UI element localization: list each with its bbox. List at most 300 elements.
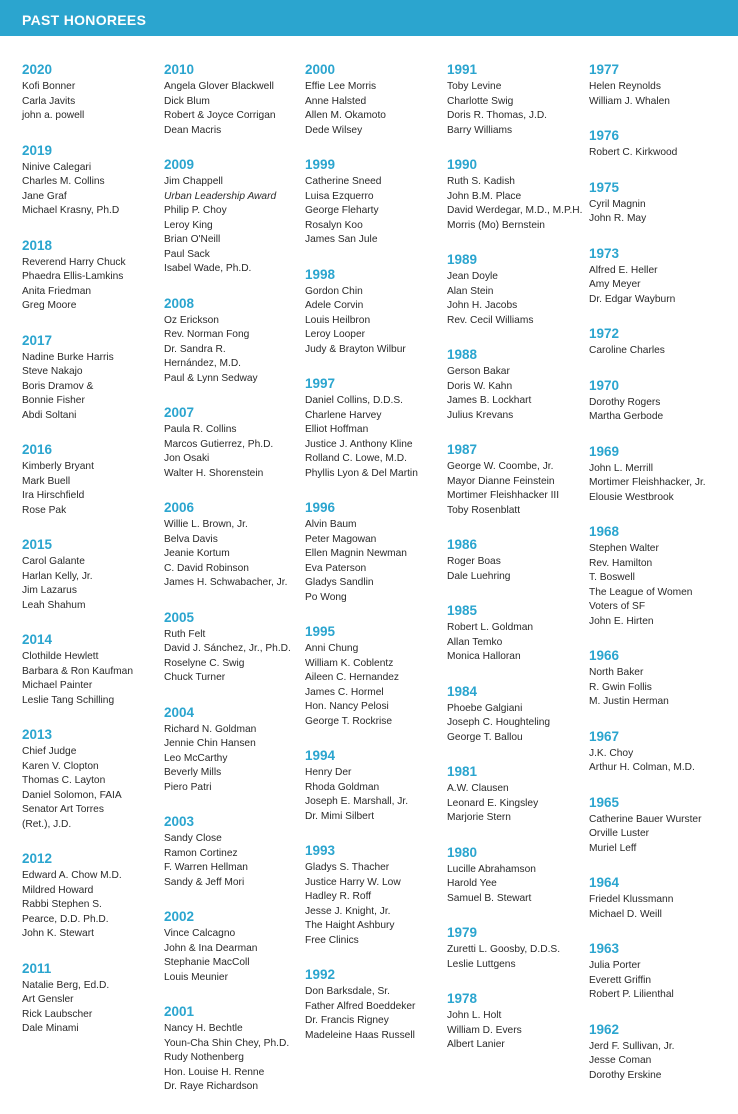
year-block xyxy=(305,624,445,729)
honoree-name: The Haight Ashbury xyxy=(305,920,395,931)
honoree-name: Jesse Coman xyxy=(589,1055,652,1066)
honoree-name: Dorothy Erskine xyxy=(589,1069,662,1081)
honoree-name: Hon. Louise H. Renne xyxy=(164,1066,265,1078)
honoree-name: Alvin Baum xyxy=(305,519,357,530)
honoree-name: Leo McCarthy xyxy=(164,752,228,764)
honoree-name: Mortimer Fleishhacker, Jr. xyxy=(589,477,706,488)
year-block xyxy=(589,1022,729,1084)
honoree-name: M. Justin Herman xyxy=(589,696,669,707)
honoree-name: Charles M. Collins xyxy=(22,176,105,187)
honoree-name: Amy Meyer xyxy=(589,279,641,290)
honoree-name: James H. Schwabacher, Jr. xyxy=(164,577,288,588)
honoree-name: Alan Stein xyxy=(447,285,494,297)
year-block xyxy=(22,537,162,613)
honoree-name: R. Gwin Follis xyxy=(589,681,652,693)
honoree-name: Rudy Nothenberg xyxy=(164,1052,244,1063)
honoree-name: Justice J. Anthony Kline xyxy=(305,438,413,450)
year-block xyxy=(589,246,729,308)
honoree-name: john a. powell xyxy=(22,110,85,121)
honoree-name: Catherine Sneed xyxy=(305,176,382,187)
honoree-name: Robert & Joyce Corrigan xyxy=(164,110,276,121)
honoree-name: Anni Chung xyxy=(305,643,359,654)
year-block xyxy=(164,157,304,277)
honoree-name: Rabbi Stephen S. xyxy=(22,899,102,910)
honoree-name: Carla Javits xyxy=(22,95,76,107)
year-block xyxy=(447,62,587,138)
honoree-name: John L. Holt xyxy=(447,1010,502,1021)
honoree-name: Gladys S. Thacher xyxy=(305,862,390,873)
honoree-name: Charlene Harvey xyxy=(305,409,382,421)
honoree-name: Robert L. Goldman xyxy=(447,622,534,633)
year-heading: 1972 xyxy=(589,326,620,341)
honoree-name: Cyril Magnin xyxy=(589,198,646,210)
year-block xyxy=(22,143,162,219)
year-heading: 2004 xyxy=(164,704,195,720)
year-block xyxy=(164,62,304,138)
honoree-name: Phyllis Lyon & Del Martin xyxy=(305,467,418,479)
honoree-name: Stephanie MacColl xyxy=(164,957,250,968)
honoree-name: Barry Williams xyxy=(447,124,513,136)
honoree-name: Justice Harry W. Low xyxy=(305,876,401,888)
year-heading: 2008 xyxy=(164,295,195,311)
year-heading: 2009 xyxy=(164,157,195,172)
honoree-name: John & Ina Dearman xyxy=(164,942,258,954)
year-heading: 1964 xyxy=(589,875,620,890)
year-heading: 1996 xyxy=(305,500,336,515)
honoree-name: Leslie Tang Schilling xyxy=(22,694,115,706)
year-block xyxy=(305,500,445,605)
year-heading: 2013 xyxy=(22,727,53,742)
honoree-name: (Ret.), J.D. xyxy=(22,818,72,830)
honoree-name: Roselyne C. Swig xyxy=(164,657,245,669)
year-heading: 2002 xyxy=(164,909,195,924)
honoree-name: Oz Erickson xyxy=(164,314,219,326)
honoree-name: Rev. Hamilton xyxy=(589,557,653,569)
honoree-name: James B. Lockhart xyxy=(447,395,532,406)
year-block xyxy=(22,333,162,424)
year-block xyxy=(164,1004,304,1095)
honoree-name: Dean Macris xyxy=(164,124,222,136)
year-heading: 1981 xyxy=(447,764,478,779)
honoree-name: Martha Gerbode xyxy=(589,411,664,422)
honoree-name: Po Wong xyxy=(305,591,347,603)
year-heading: 2020 xyxy=(22,62,53,77)
honoree-name: Paula R. Collins xyxy=(164,424,237,435)
honoree-name: Kofi Bonner xyxy=(22,81,76,92)
honoree-name: Louis Meunier xyxy=(164,971,228,983)
honoree-name: Willie L. Brown, Jr. xyxy=(164,519,248,530)
honoree-name: Edward A. Chow M.D. xyxy=(22,870,122,881)
year-heading: 1975 xyxy=(589,179,620,195)
honoree-name: George T. Ballou xyxy=(447,731,523,743)
honoree-name: Caroline Charles xyxy=(589,345,665,356)
honoree-name: Allen M. Okamoto xyxy=(305,110,386,121)
year-heading: 1980 xyxy=(447,844,478,860)
honoree-name: Rosalyn Koo xyxy=(305,219,363,231)
year-heading: 1999 xyxy=(305,157,336,172)
honoree-name: Julia Porter xyxy=(589,960,641,971)
honoree-name: Leslie Luttgens xyxy=(447,958,516,970)
honoree-name: William J. Whalen xyxy=(589,95,670,107)
page-title: PAST HONOREES xyxy=(22,12,147,28)
honoree-name: Doris W. Kahn xyxy=(447,380,513,392)
year-block xyxy=(589,941,729,1003)
year-heading: 1984 xyxy=(447,683,478,699)
honoree-name: Charlotte Swig xyxy=(447,95,514,107)
year-block xyxy=(447,845,587,907)
honoree-name: Father Alfred Boeddeker xyxy=(305,1000,416,1012)
honoree-name: Hernández, M.D. xyxy=(164,358,242,369)
honoree-name: Brian O'Neill xyxy=(164,234,221,245)
honoree-name: Elousie Westbrook xyxy=(589,491,674,503)
honoree-name: Rick Laubscher xyxy=(22,1008,93,1020)
year-heading: 2019 xyxy=(22,142,53,158)
year-block xyxy=(305,376,445,481)
honoree-name: Allan Temko xyxy=(447,636,503,648)
honoree-name: Clothilde Hewlett xyxy=(22,651,99,662)
honoree-name: Rhoda Goldman xyxy=(305,781,380,793)
honoree-name: Isabel Wade, Ph.D. xyxy=(164,263,252,274)
year-block xyxy=(447,537,587,584)
year-heading: 1990 xyxy=(447,157,478,172)
honoree-name: William K. Coblentz xyxy=(305,657,394,669)
honoree-column xyxy=(305,62,445,1062)
honoree-name: Art Gensler xyxy=(22,994,74,1005)
honoree-name: Harold Yee xyxy=(447,878,497,889)
honoree-column xyxy=(164,62,304,1114)
honoree-name: Chuck Turner xyxy=(164,672,226,683)
year-heading: 1988 xyxy=(447,347,478,362)
honoree-name: John E. Hirten xyxy=(589,615,654,627)
honoree-name: David J. Sánchez, Jr., Ph.D. xyxy=(164,643,291,654)
honoree-name: Doris R. Thomas, J.D. xyxy=(447,110,548,121)
honoree-name: Richard N. Goldman xyxy=(164,723,257,735)
honoree-name: Piero Patri xyxy=(164,781,212,793)
year-heading: 1969 xyxy=(589,443,620,459)
honoree-name: David Werdegar, M.D., M.P.H. xyxy=(447,205,583,216)
honoree-column xyxy=(589,62,729,1102)
honoree-name: Everett Griffin xyxy=(589,974,652,986)
honoree-name: Pearce, D.D. Ph.D. xyxy=(22,913,109,925)
honoree-name: Belva Davis xyxy=(164,533,218,545)
year-block xyxy=(589,62,729,109)
honoree-name: John L. Merrill xyxy=(589,462,653,474)
year-block xyxy=(447,684,587,746)
honoree-name: Leroy King xyxy=(164,219,213,231)
honoree-name: Paul Sack xyxy=(164,248,210,260)
year-heading: 1967 xyxy=(589,728,620,744)
honoree-name: Leroy Looper xyxy=(305,329,366,340)
year-block xyxy=(22,727,162,832)
honoree-name: Joseph C. Houghteling xyxy=(447,717,551,728)
year-block xyxy=(305,967,445,1043)
honoree-name: Leonard E. Kingsley xyxy=(447,797,539,809)
honoree-name: Effie Lee Morris xyxy=(305,81,377,92)
honoree-name: Dr. Raye Richardson xyxy=(164,1081,258,1092)
honoree-name: Dale Minami xyxy=(22,1023,79,1034)
honoree-name: Karen V. Clopton xyxy=(22,760,99,772)
honoree-name: Muriel Leff xyxy=(589,842,637,854)
year-heading: 1985 xyxy=(447,603,478,618)
honoree-name: George Fleharty xyxy=(305,205,379,216)
honoree-name: James San Jule xyxy=(305,234,378,245)
year-block xyxy=(164,705,304,796)
honoree-name: Chief Judge xyxy=(22,746,77,757)
year-block xyxy=(22,238,162,314)
honoree-name: Ramon Cortinez xyxy=(164,847,238,859)
year-heading: 2015 xyxy=(22,537,53,552)
year-heading: 1965 xyxy=(589,794,620,810)
honoree-name: Nadine Burke Harris xyxy=(22,351,114,363)
year-block xyxy=(589,648,729,710)
honoree-name: George T. Rockrise xyxy=(305,715,393,727)
year-heading: 2005 xyxy=(164,609,195,625)
honoree-name: Peter Magowan xyxy=(305,533,377,545)
honoree-name: Free Clinics xyxy=(305,934,359,946)
honoree-name: Phaedra Ellis-Lamkins xyxy=(22,271,124,282)
year-block xyxy=(164,500,304,591)
year-block xyxy=(589,875,729,922)
honoree-name: Marjorie Stern xyxy=(447,812,511,823)
honoree-name: Michael D. Weill xyxy=(589,908,662,920)
year-block xyxy=(589,729,729,776)
honoree-name: Leah Shahum xyxy=(22,599,86,611)
honoree-name: A.W. Clausen xyxy=(447,783,509,794)
honoree-name: Arthur H. Colman, M.D. xyxy=(589,762,695,773)
year-block xyxy=(447,442,587,518)
honoree-name: John R. May xyxy=(589,213,647,224)
honoree-name: William D. Evers xyxy=(447,1024,522,1036)
honoree-name: Luisa Ezquerro xyxy=(305,190,374,202)
year-heading: 1991 xyxy=(447,62,478,77)
year-heading: 1994 xyxy=(305,748,336,763)
year-block xyxy=(22,961,162,1037)
year-block xyxy=(305,748,445,824)
honoree-name: Rose Pak xyxy=(22,504,67,516)
year-block xyxy=(305,62,445,138)
honoree-name: Ninive Calegari xyxy=(22,161,92,173)
honoree-name: Dale Luehring xyxy=(447,570,511,582)
honoree-name: Bonnie Fisher xyxy=(22,395,85,406)
honoree-name: Paul & Lynn Sedway xyxy=(164,372,258,384)
year-block xyxy=(447,991,587,1053)
honoree-name: Kimberly Bryant xyxy=(22,461,94,472)
honoree-name: Mortimer Fleishhacker III xyxy=(447,490,560,501)
honoree-name: Toby Levine xyxy=(447,81,502,92)
honoree-name: Lucille Abrahamson xyxy=(447,863,536,875)
honoree-name: Senator Art Torres xyxy=(22,804,104,815)
honoree-name: Robert P. Lilienthal xyxy=(589,989,674,1000)
honoree-name: Reverend Harry Chuck xyxy=(22,256,126,268)
honoree-name: Angela Glover Blackwell xyxy=(164,81,274,92)
honoree-name: Ira Hirschfield xyxy=(22,490,85,501)
year-heading: 1966 xyxy=(589,648,620,663)
honoree-name: Natalie Berg, Ed.D. xyxy=(22,979,110,991)
honoree-name: John H. Jacobs xyxy=(447,300,518,311)
year-block xyxy=(589,795,729,857)
year-heading: 2011 xyxy=(22,960,52,976)
year-heading: 2018 xyxy=(22,237,53,253)
honoree-name: Hon. Nancy Pelosi xyxy=(305,701,389,712)
honoree-name: Beverly Mills xyxy=(164,767,222,778)
honoree-name: Judy & Brayton Wilbur xyxy=(305,343,406,355)
honoree-name: Orville Luster xyxy=(589,828,650,839)
honoree-name: Henry Der xyxy=(305,767,352,778)
honoree-name: Jane Graf xyxy=(22,190,67,202)
honoree-name: Mildred Howard xyxy=(22,884,94,896)
year-block xyxy=(589,326,729,359)
honoree-name: F. Warren Hellman xyxy=(164,862,248,873)
honoree-name: Thomas C. Layton xyxy=(22,775,106,786)
honoree-name: Mayor Dianne Feinstein xyxy=(447,475,555,487)
header-bar xyxy=(0,0,738,36)
year-block xyxy=(589,128,729,161)
honoree-name: J.K. Choy xyxy=(589,747,634,759)
honoree-name: Robert C. Kirkwood xyxy=(589,147,678,158)
honoree-name: Anne Halsted xyxy=(305,95,367,107)
year-block xyxy=(447,347,587,423)
honoree-name: C. David Robinson xyxy=(164,562,249,574)
honoree-name: Mark Buell xyxy=(22,475,71,487)
honoree-name: John B.M. Place xyxy=(447,190,522,202)
year-block xyxy=(589,378,729,425)
year-heading: 2010 xyxy=(164,62,195,77)
honoree-name: Vince Calcagno xyxy=(164,928,236,939)
year-block xyxy=(447,764,587,826)
year-heading: 1968 xyxy=(589,524,620,539)
year-heading: 1977 xyxy=(589,62,620,77)
year-heading: 1992 xyxy=(305,967,336,982)
honoree-name: Voters of SF xyxy=(589,601,646,612)
honoree-name: Jean Doyle xyxy=(447,271,498,282)
honoree-name: Jim Lazarus xyxy=(22,585,77,596)
year-heading: 1979 xyxy=(447,925,478,940)
honoree-name: Alfred E. Heller xyxy=(589,264,658,276)
year-block xyxy=(22,62,162,124)
honoree-name: John K. Stewart xyxy=(22,928,94,939)
honoree-name: Friedel Klussmann xyxy=(589,894,674,905)
honoree-name: Ruth Felt xyxy=(164,628,206,640)
year-heading: 2016 xyxy=(22,442,53,457)
honoree-name: Boris Dramov & xyxy=(22,380,94,392)
honoree-name: James C. Hormel xyxy=(305,686,384,698)
honoree-column xyxy=(447,62,587,1072)
honoree-name: Stephen Walter xyxy=(589,543,659,554)
honoree-name: Gordon Chin xyxy=(305,285,363,297)
year-block xyxy=(164,296,304,387)
honoree-name: Rolland C. Lowe, M.D. xyxy=(305,453,407,464)
honoree-name: Gladys Sandlin xyxy=(305,577,374,588)
honoree-name: Marcos Gutierrez, Ph.D. xyxy=(164,438,274,450)
honoree-name: Jerd F. Sullivan, Jr. xyxy=(589,1040,675,1052)
year-heading: 1986 xyxy=(447,537,478,552)
honoree-name: Dr. Mimi Silbert xyxy=(305,810,375,822)
honoree-name: Sandy Close xyxy=(164,833,222,844)
honoree-name: Sandy & Jeff Mori xyxy=(164,876,245,888)
honoree-name: North Baker xyxy=(589,667,644,678)
year-heading: 1973 xyxy=(589,245,620,261)
honoree-name: Jon Osaki xyxy=(164,453,210,464)
honoree-name: Jim Chappell xyxy=(164,176,223,187)
honoree-name: Samuel B. Stewart xyxy=(447,892,532,904)
year-heading: 2000 xyxy=(305,62,336,77)
honoree-name: George W. Coombe, Jr. xyxy=(447,461,554,472)
honoree-name: Abdi Soltani xyxy=(22,409,77,421)
year-block xyxy=(164,610,304,686)
honoree-name: Dr. Francis Rigney xyxy=(305,1015,389,1026)
honoree-name: Rev. Norman Fong xyxy=(164,329,250,340)
year-block xyxy=(589,444,729,506)
honoree-name: Adele Corvin xyxy=(305,300,364,311)
year-heading: 1995 xyxy=(305,624,336,639)
honoree-name: Rev. Cecil Williams xyxy=(447,314,534,326)
year-block xyxy=(589,524,729,629)
year-block xyxy=(589,180,729,227)
honoree-name: Madeleine Haas Russell xyxy=(305,1029,415,1041)
honoree-name: Catherine Bauer Wurster xyxy=(589,813,702,825)
honoree-name: Ellen Magnin Newman xyxy=(305,548,407,559)
honoree-name: Joseph E. Marshall, Jr. xyxy=(305,796,409,807)
honoree-name: Jesse J. Knight, Jr. xyxy=(305,905,391,917)
year-block xyxy=(22,632,162,708)
honoree-name: Steve Nakajo xyxy=(22,366,83,377)
year-heading: 1976 xyxy=(589,128,620,143)
honoree-column xyxy=(22,62,162,1056)
year-block xyxy=(164,909,304,985)
honoree-name: Hadley R. Roff xyxy=(305,891,372,902)
year-block xyxy=(447,252,587,328)
honoree-name: Jeanie Kortum xyxy=(164,548,230,559)
honoree-name: Morris (Mo) Bernstein xyxy=(447,219,545,231)
year-heading: 1987 xyxy=(447,442,478,457)
honoree-name: Daniel Collins, D.D.S. xyxy=(305,395,403,406)
honoree-name: Roger Boas xyxy=(447,556,501,567)
honoree-name: Anita Friedman xyxy=(22,285,92,297)
year-heading: 2014 xyxy=(22,632,53,647)
year-block xyxy=(305,157,445,248)
honoree-name: Michael Krasny, Ph.D xyxy=(22,205,120,216)
year-heading: 1978 xyxy=(447,991,478,1006)
year-block xyxy=(305,267,445,358)
honoree-name: The League of Women xyxy=(589,586,693,598)
honoree-name: Elliot Hoffman xyxy=(305,424,369,435)
honoree-name: Walter H. Shorenstein xyxy=(164,467,264,479)
honoree-name: Dr. Edgar Wayburn xyxy=(589,293,676,305)
year-block xyxy=(164,405,304,481)
honoree-name: Phoebe Galgiani xyxy=(447,702,523,714)
honoree-name: Ruth S. Kadish xyxy=(447,176,515,187)
honoree-name: Gerson Bakar xyxy=(447,366,510,377)
year-heading: 2012 xyxy=(22,851,53,866)
honoree-name: Dede Wilsey xyxy=(305,124,363,136)
year-heading: 1989 xyxy=(447,252,478,267)
honoree-name: Monica Halloran xyxy=(447,651,521,662)
honoree-name: T. Boswell xyxy=(589,572,635,583)
year-heading: 1963 xyxy=(589,941,620,956)
honoree-name: Dick Blum xyxy=(164,95,210,107)
honoree-name: Youn-Cha Shin Chey, Ph.D. xyxy=(164,1037,290,1049)
year-block xyxy=(164,814,304,890)
award-note: Urban Leadership Award xyxy=(164,190,277,202)
honoree-name: Harlan Kelly, Jr. xyxy=(22,570,93,582)
year-heading: 1998 xyxy=(305,266,336,282)
year-heading: 1997 xyxy=(305,376,336,391)
honoree-name: Julius Krevans xyxy=(447,409,514,421)
honoree-name: Louis Heilbron xyxy=(305,314,371,326)
year-block xyxy=(305,843,445,948)
year-heading: 2001 xyxy=(164,1004,195,1019)
honoree-name: Albert Lanier xyxy=(447,1039,505,1050)
